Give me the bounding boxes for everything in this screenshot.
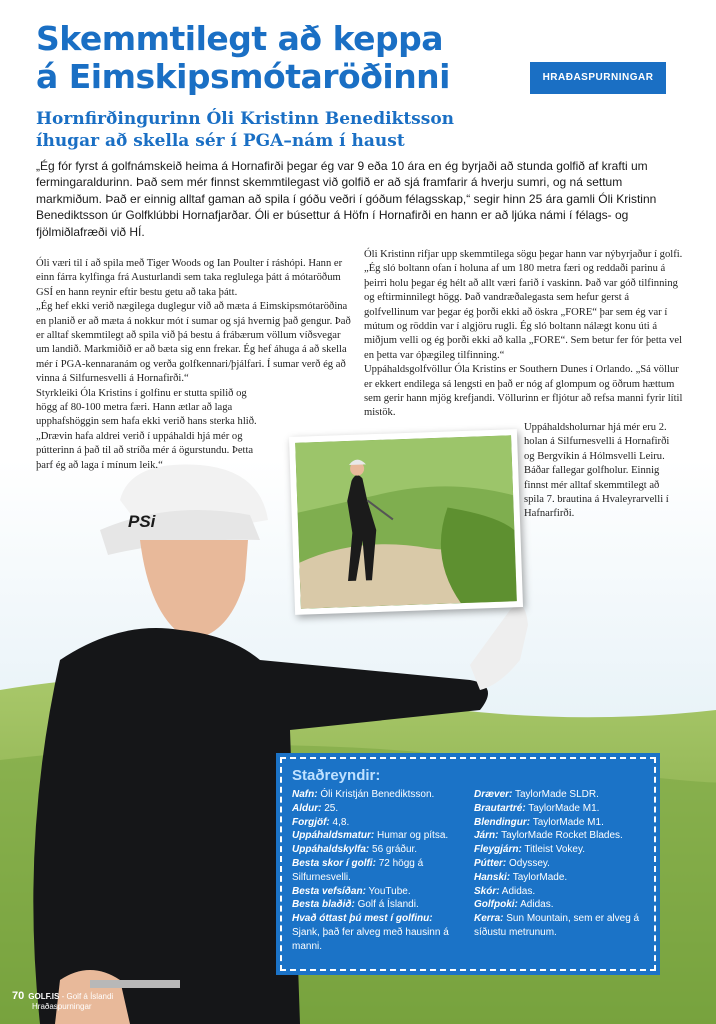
fact-row	[474, 912, 644, 940]
fact-value: TaylorMade SLDR.	[514, 789, 599, 800]
facts-left-column	[292, 788, 462, 954]
fact-key: Besta skor í golfi:	[292, 857, 376, 869]
footer-line-1: - Golf á Íslandi	[61, 992, 114, 1001]
section-tag: HRAÐASPURNINGAR	[530, 62, 666, 94]
fact-value: 56 gráður.	[372, 844, 418, 856]
fact-key: Kerra:	[474, 913, 504, 925]
fact-value: Adidas.	[501, 885, 536, 897]
fact-value: TaylorMade M1.	[528, 802, 600, 814]
column1-paragraph-1: Óli væri til í að spila með Tiger Woods og Ian Poulter í ráshópi. Hann er einn fárra kylfinga frá Austurlandi sem taka reglulega þátt á mótaröðum GSÍ en hann reynir eftir bestu getu að taka þátt.	[36, 258, 343, 298]
fact-key: Járn:	[474, 830, 499, 842]
page-number: 70	[12, 990, 25, 1002]
facts-box	[280, 757, 656, 971]
column1-paragraph-2: „Ég hef ekki verið nægilega duglegur við að mæta á Eimskipsmótaröðina en planið er að mæta á nokkur mót í sumar og sjá hvernig það gengur. Það er alltaf skemmtilegt að spila við þá bestu á frábærum völlum víðsvegar um landið. Markmiðið er að bæta sig enn frekar. Ég hef áhuga á að skella mér í PGA-kennaranám og verða golfkennari/þjálfari. Í sumar verð ég að vinna á Silfurnesvelli á Hornafirði.“	[36, 301, 351, 385]
fact-value: Sun Mountain, sem er alveg á síðustu metrunum.	[474, 913, 640, 938]
fact-row	[474, 898, 644, 912]
fact-value: Óli Kristján Benediktsson.	[320, 789, 435, 800]
fact-value: 4,8.	[332, 816, 350, 828]
lede-paragraph: „Ég fór fyrst á golfnámskeið heima á Hornafirði þegar ég var 9 eða 10 ára en ég byrjaði að stunda golfið af krafti um fermingaraldurinn. Það sem mér finnst skemmtilegast við golfið er að sjá framfarir á hverju sumri, og ná settum markmiðum. Það er einnig alltaf gaman að spila í góðu veðri í góðum félagsskap,“ segir hinn 25 ára gamli Óli Kristinn Benediktsson úr Golfklúbbi Hornafjarðar. Óli er búsettur á Höfn í Hornafirði en hann er að ljúka námi í félags- og fjölmiðlafræði við HÍ.	[36, 159, 657, 239]
fact-row	[474, 871, 644, 885]
fact-key: Hanski:	[474, 871, 511, 883]
page-footer	[12, 991, 113, 1012]
fact-key: Skór:	[474, 885, 500, 897]
column1-paragraph-3: Styrkleiki Óla Kristins í golfinu er stutta spilið og högg af 80-100 metra færi. Hann ætlar að laga upphafshöggin sem hafa ekki verið hans sterka hlið. „Drævin hafa aldrei verið í uppáhaldi hjá mér og pútterinn á það til að stríða mér á ögurstundu. Þetta þarf ég að laga í mínum leik.“	[36, 387, 257, 471]
fact-row	[292, 843, 462, 857]
title-line-1: Skemmtilegt að keppa	[36, 19, 444, 58]
fact-row	[292, 857, 462, 885]
fact-value: YouTube.	[368, 885, 411, 897]
fact-row	[292, 802, 462, 816]
title-line-2: á Eimskipsmótaröðinni	[36, 57, 450, 96]
fact-key: Aldur:	[292, 802, 322, 814]
fact-key: Forgjöf:	[292, 816, 330, 828]
fact-key: Brautartré:	[474, 802, 526, 814]
fact-value: 25.	[324, 802, 339, 814]
footer-brand: GOLF.IS	[28, 992, 60, 1001]
bunker-shot-photo	[289, 429, 523, 615]
fact-row	[474, 829, 644, 843]
fact-value: TaylorMade M1.	[532, 816, 604, 828]
fact-row	[292, 912, 462, 953]
fact-key: Uppáhaldskylfa:	[292, 844, 370, 856]
fact-value: TaylorMade.	[512, 871, 568, 883]
column2-paragraph-1: Óli Kristinn rifjar upp skemmtilega sögu þegar hann var nýbyrjaður í golfi. „Ég sló boltann ofan í holuna af um 180 metra færi og reddaði parinu á þeirri holu þegar ég hélt að allt væri farið í vaskinn. Það var góð tilfinning og eftirminnilegt högg. Það vandræðalegasta sem hefur gerst á golfvellinum var þegar ég þorði ekki að öskra „FORE“ þar sem ég var í mútum og röddin var í algjöru rugli. Ég sló boltann nálægt konu úti á miðjum velli og ég þorði ekki að kalla „FORE“. Sem betur fer fór þetta vel en þetta var óþægileg tilfinning.“	[364, 249, 683, 361]
fact-key: Hvað óttast þú mest í golfinu:	[292, 913, 433, 925]
article-subtitle	[36, 108, 516, 152]
fact-key: Dræver:	[474, 789, 513, 800]
fact-row	[474, 802, 644, 816]
fact-key: Blendingur:	[474, 816, 531, 828]
fact-row	[474, 857, 644, 871]
subtitle-line-1: Hornfirðingurinn Óli Kristinn Benediktsson	[36, 109, 455, 129]
fact-value: Sjank, það fer alveg með hausinn á manni.	[292, 926, 449, 952]
fact-key: Uppáhaldsmatur:	[292, 830, 375, 842]
fact-value: Adidas.	[520, 899, 554, 911]
fact-row	[474, 788, 644, 802]
fact-value: Odyssey.	[509, 857, 550, 869]
fact-row	[292, 898, 462, 912]
column2-paragraph-3: Uppáhaldsholurnar hjá mér eru 2. holan á Silfurnesvelli á Hornafirði og Bergvíkin á Hólmsvelli Leiru. Báðar fallegar golfholur. Einnig finnst mér alltaf skemmtilegt að spila 7. brautina á Hvaleyrarvelli í Hafnarfirði.	[524, 421, 670, 520]
fact-key: Golfpoki:	[474, 899, 518, 911]
cap-logo: PSi	[128, 512, 156, 531]
fact-row	[474, 885, 644, 899]
fact-key: Besta vefsíðan:	[292, 885, 366, 897]
bunker-shot-image	[295, 435, 517, 608]
fact-value: 72 högg á Silfurnesvelli.	[292, 857, 424, 883]
fact-row	[292, 885, 462, 899]
article-title	[36, 20, 506, 96]
fact-value: Golf á Íslandi.	[357, 899, 419, 911]
subtitle-line-2: íhugar að skella sér í PGA–nám í haust	[36, 131, 405, 151]
fact-row	[292, 829, 462, 843]
fact-row	[474, 843, 644, 857]
fact-value: Titleist Vokey.	[524, 844, 585, 856]
facts-right-column	[474, 788, 644, 954]
facts-heading: Staðreyndir:	[292, 767, 381, 784]
fact-value: Humar og pítsa.	[377, 830, 449, 842]
fact-key: Fleygjárn:	[474, 844, 522, 856]
column2-paragraph-2: Uppáhaldsgolfvöllur Óla Kristins er Southern Dunes í Orlando. „Sá völlur er ekkert endilega sá lengsti en það er nóg af glompum og öðrum hættum sem gerir hann mjög krefjandi. Völlurinn er fljótur að refsa manni fyrir lítil mistök.	[364, 364, 683, 419]
fact-key: Nafn:	[292, 789, 318, 800]
footer-line-2: Hraðaspurningar	[32, 1002, 92, 1011]
fact-row	[292, 788, 462, 802]
fact-key: Besta blaðið:	[292, 899, 355, 911]
fact-row	[292, 816, 462, 830]
fact-key: Pútter:	[474, 857, 507, 869]
fact-row	[474, 816, 644, 830]
fact-value: TaylorMade Rocket Blades.	[501, 830, 623, 842]
